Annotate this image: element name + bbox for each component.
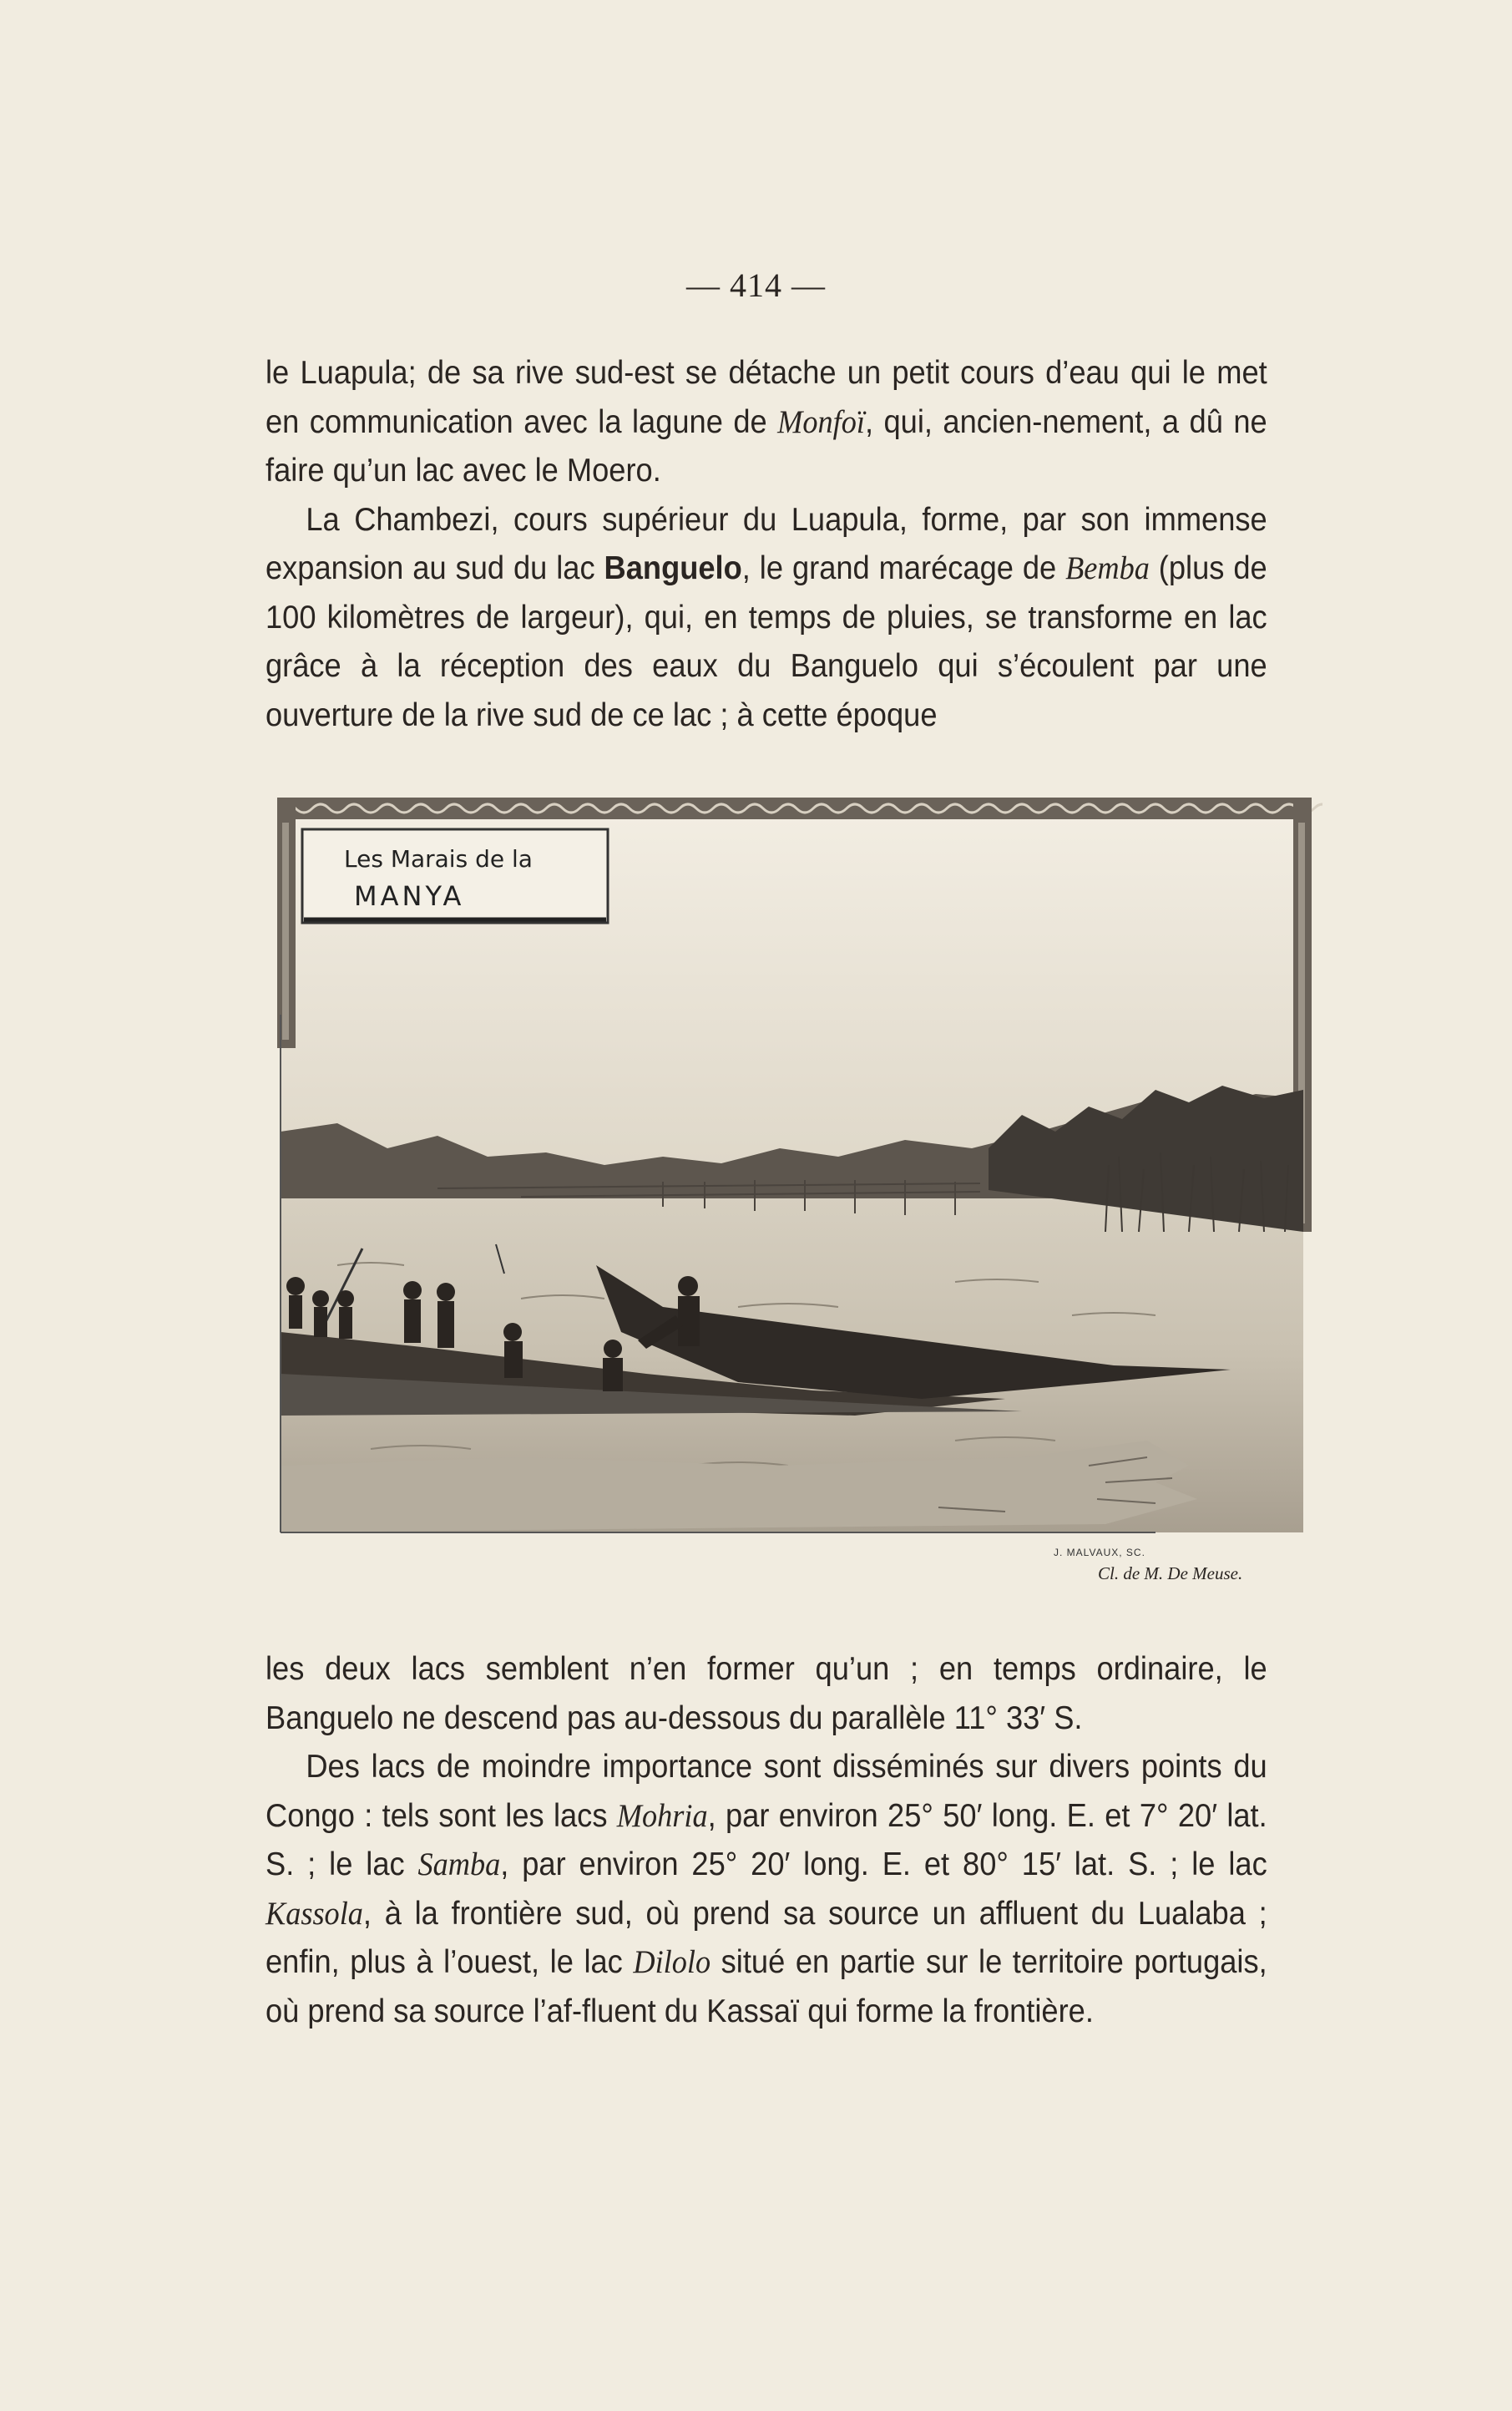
italic-term: Kassola — [265, 1895, 363, 1932]
paragraph — [265, 1645, 1267, 1743]
bold-term: Banguelo — [604, 550, 742, 586]
text-run: , à la frontière sud, où prend sa source un affluent du Lualaba ; enfin, plus à l’ouest, le lac — [265, 1895, 1267, 1980]
italic-term: Bemba — [1065, 550, 1150, 586]
italic-term: Monfoï — [777, 403, 865, 440]
paragraph — [265, 496, 1267, 741]
text-run: , qui, ancien-nement, a dû ne faire qu’un lac avec le Moero. — [265, 403, 1267, 489]
italic-term: Samba — [417, 1846, 501, 1882]
text-run: , le grand marécage de — [741, 550, 1066, 586]
photo-credit: Cl. de M. De Meuse. — [1098, 1563, 1243, 1583]
text-block-top — [265, 349, 1267, 740]
text-run: (plus de 100 kilomètres de largeur), qui, en temps de pluies, se transforme en lac grâce à la réception des eaux du Banguelo qui s’écoulent par une ouverture de la rive sud de ce lac ; à cette époque — [265, 550, 1267, 733]
text-run: situé en partie sur le territoire portugais, où prend sa source l’af-fluent du Kassaï qui forme la frontière. — [265, 1944, 1267, 2029]
italic-term: Mohria — [616, 1797, 708, 1834]
text-run: , par environ 25° 20′ long. E. et 80° 15′ lat. S. ; le lac — [500, 1846, 1267, 1882]
text-run: , par environ 25° 50′ long. E. et 7° 20′ lat. S. ; le lac — [265, 1797, 1267, 1882]
italic-term: Dilolo — [633, 1944, 711, 1980]
text-run: La Chambezi, cours supérieur du Luapula, forme, par son immense expansion au sud du lac — [265, 501, 1267, 586]
text-run: le Luapula; de sa rive sud-est se détache un petit cours d’eau qui le met en communication avec la lagune de — [265, 355, 1267, 440]
ornamental-border-top — [279, 798, 1306, 819]
paragraph — [265, 349, 1267, 496]
figure-title-line-1: Les Marais de la — [344, 845, 533, 873]
page-number: — 414 — — [686, 266, 826, 304]
photograph-figure — [271, 798, 1322, 1549]
figure-title-line-2: MANYA — [354, 880, 465, 912]
engraver-signature: J. MALVAUX, SC. — [1054, 1547, 1145, 1558]
text-block-bottom — [265, 1645, 1267, 2036]
paragraph — [265, 1743, 1267, 2036]
text-run: les deux lacs semblent n’en former qu’un ; en temps ordinaire, le Banguelo ne descend pas au-dessous du parallèle 11° 33′ S. — [265, 1651, 1267, 1736]
text-run: Des lacs de moindre importance sont disséminés sur divers points du Congo : tels sont les lacs — [265, 1749, 1267, 1834]
